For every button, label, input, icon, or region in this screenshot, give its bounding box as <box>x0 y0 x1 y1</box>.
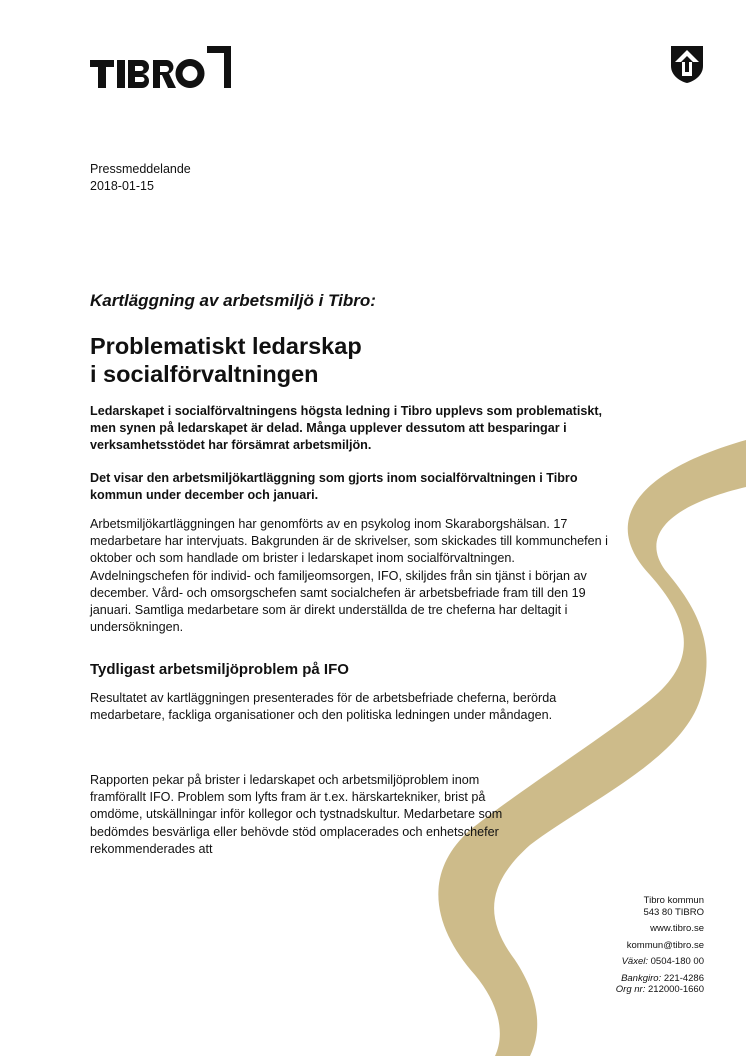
org-nr-label: Org nr: <box>615 984 646 995</box>
contact-email[interactable]: kommun@tibro.se <box>626 939 704 951</box>
contact-web[interactable]: www.tibro.se <box>650 923 704 934</box>
body-paragraph-2: Resultatet av kartläggningen presenterades för de arbetsbefriade cheferna, berörda medarbetare, fackliga organisationer och den politiska ledningen under måndagen. <box>90 691 557 723</box>
org-nr-value: 212000-1660 <box>645 984 704 995</box>
title-line-2: i socialförvaltningen <box>90 361 319 387</box>
tibro-wordmark <box>90 46 238 88</box>
page-title <box>90 332 362 388</box>
document-date: 2018-01-15 <box>90 179 154 193</box>
bankgiro-value: 221-4286 <box>661 972 704 984</box>
document-meta <box>90 161 191 195</box>
document-type: Pressmeddelande <box>90 162 191 176</box>
contact-bankgiro <box>616 973 704 985</box>
tibro-logo <box>90 46 238 88</box>
lead-paragraph-2: Det visar den arbetsmiljökartläggning som gjorts inom socialförvaltningen i Tibro kommun under december och januari. <box>90 471 578 503</box>
title-line-1: Problematiskt ledarskap <box>90 333 362 359</box>
lead-paragraph-1: Ledarskapet i socialförvaltningens högsta ledning i Tibro upplevs som problematiskt, men synen på ledarskapet är delad. Många upplever dessutom att besparingar i verksamhetsstödet har försämrat arbetsmiljön. <box>90 404 603 453</box>
body-paragraph-3: Rapporten pekar på brister i ledarskapet och arbetsmiljöproblem inom framförallt IFO. Problem som lyfts fram är t.ex. härskartekniker, brist på omdöme, utskällningar inför kollegor och tystnadskultur. Medarbetare som bedömdes besvärliga eller behövde stöd omplacerades och enhetschefer rekommenderades att <box>90 773 503 856</box>
tibro-coat-of-arms-icon <box>669 44 705 84</box>
contact-block <box>616 895 704 996</box>
phone-value: 0504-180 00 <box>648 956 704 967</box>
phone-label: Växel: <box>621 956 648 967</box>
contact-address: 543 80 TIBRO <box>643 906 704 918</box>
contact-org: Tibro kommun <box>643 895 704 906</box>
section-heading: Tydligast arbetsmiljöproblem på IFO <box>90 661 349 678</box>
bankgiro-label: Bankgiro: <box>621 972 662 984</box>
contact-org-nr <box>616 984 704 996</box>
kicker: Kartläggning av arbetsmiljö i Tibro: <box>90 291 376 310</box>
contact-phone <box>616 956 704 968</box>
body-paragraph-1: Arbetsmiljökartläggningen har genomförts av en psykolog inom Skaraborgshälsan. 17 medarbetare har intervjuats. Bakgrunden är de skrivelser, som skickades till kommunchefen i oktober och som handlade om brister i ledarskapet inom socialförvaltningen. Avdelningschefen för individ- och familjeomsorgen, IFO, skiljdes från sin tjänst i början av december. Vård- och omsorgschefen samt socialchefen är arbetsbefriade fram till den 19 januari. Samtliga medarbetare som är direkt underställda de tre cheferna har deltagit i undersökningen. <box>90 517 608 635</box>
